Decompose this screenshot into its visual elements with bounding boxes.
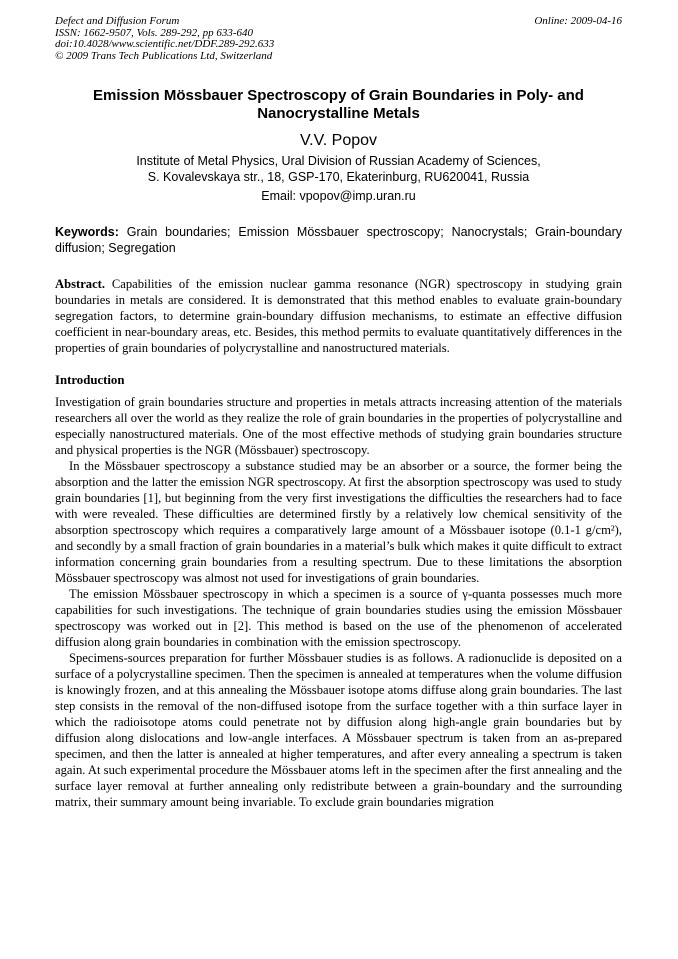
keywords-label: Keywords: <box>55 225 119 240</box>
page-header <box>55 16 622 62</box>
online-date: Online: 2009-04-16 <box>534 15 622 27</box>
abstract-text: Capabilities of the emission nuclear gamma resonance (NGR) spectroscopy in studying grain boundaries in metals are considered. It is demonstrated that this method enables to evaluate grain-boundary segregation factors, to determine grain-boundary diffusion mechanisms, to estimate an effective diffusion coefficient in near-boundary areas, etc. Besides, this method permits to evaluate quantitatively differences in the properties of grain boundaries of polycrystalline and nanostructured materials. <box>55 277 622 356</box>
email-line: Email: vpopov@imp.uran.ru <box>261 189 416 204</box>
paragraph: In the Mössbauer spectroscopy a substance studied may be an absorber or a source, the former being the absorption and the latter the emission NGR spectroscopy. At first the absorption spectroscopy was used to study grain boundaries [1], but beginning from the very first investigations the difficulties the researchers had to face with were revealed. These difficulties are determined firstly by a relatively low chemical sensitivity of the absorption spectroscopy which requires a comparatively large amount of a Mössbauer isotope (0.1-1 g/cm²), and secondly by a small fraction of grain boundaries in a material’s bulk which makes it quite difficult to extract information concerning grain boundaries from a resulting spectrum. Due to these limitations the absorption Mössbauer spectroscopy was almost not used for investigations of grain boundaries. <box>55 459 622 586</box>
affiliation-line: S. Kovalevskaya str., 18, GSP-170, Ekaterinburg, RU620041, Russia <box>147 169 530 184</box>
journal-info-line: ISSN: 1662-9507, Vols. 289-292, pp 633-640 <box>55 26 253 39</box>
affiliation <box>55 154 622 185</box>
journal-info-line: doi:10.4028/www.scientific.net/DDF.289-292.633 <box>55 38 275 51</box>
paper-title-line: Emission Mössbauer Spectroscopy of Grain Boundaries in Poly- and <box>93 87 584 105</box>
paragraph: Specimens-sources preparation for further Mössbauer studies is as follows. A radionuclide is deposited on a surface of a polycrystalline specimen. Then the specimen is annealed at temperatures when the volume diffusion is knowingly frozen, and at this annealing the Mössbauer isotope atoms diffuse along grain boundaries. The last step consists in the removal of the non-diffused isotope from the surface together with a thin surface layer in which the radioisotope atoms could penetrate not by diffusion along high-angle grain boundaries but by diffusion along dislocations and low-angle interfaces. A Mössbauer spectrum is taken from an as-prepared specimen, and then the latter is annealed at higher temperatures, and after every annealing a spectrum is taken again. At such experimental procedure the Mössbauer atoms left in the specimen after the first annealing and the surface layer removal at further annealing only redistribute between a grain-boundary and the surrounding matrix, their summary amount being invariable. To exclude grain boundaries migration <box>55 651 622 810</box>
paper-title-line: Nanocrystalline Metals <box>257 105 420 123</box>
journal-info <box>55 16 274 62</box>
paper-title <box>55 87 622 123</box>
paragraph: Investigation of grain boundaries structure and properties in metals attracts increasing attention of the materials researchers all over the world as they realize the role of grain boundaries in the properties of polycrystalline and especially nanostructured materials. One of the most effective methods of studying grain boundaries structure and physical properties is the NGR (Mössbauer) spectroscopy. <box>55 395 622 458</box>
affiliation-line: Institute of Metal Physics, Ural Division of Russian Academy of Sciences, <box>136 154 541 169</box>
journal-info-line: © 2009 Trans Tech Publications Ltd, Switzerland <box>55 49 273 62</box>
section-heading-introduction: Introduction <box>55 373 125 388</box>
abstract-label: Abstract. <box>55 277 106 292</box>
abstract <box>55 276 622 356</box>
keywords-text: Grain boundaries; Emission Mössbauer spectroscopy; Nanocrystals; Grain-boundary diffusion; Segregation <box>55 225 622 256</box>
keywords <box>55 224 622 256</box>
author-name: V.V. Popov <box>299 132 378 150</box>
paragraph: The emission Mössbauer spectroscopy in which a specimen is a source of γ-quanta possesses much more capabilities for such investigations. The technique of grain boundaries studies using the emission Mössbauer spectroscopy was worked out in [2]. This method is based on the use of the phenomenon of accelerated diffusion along grain boundaries in combination with the emission spectroscopy. <box>55 587 622 650</box>
introduction-body <box>55 394 622 810</box>
journal-info-line: Defect and Diffusion Forum <box>55 15 180 27</box>
